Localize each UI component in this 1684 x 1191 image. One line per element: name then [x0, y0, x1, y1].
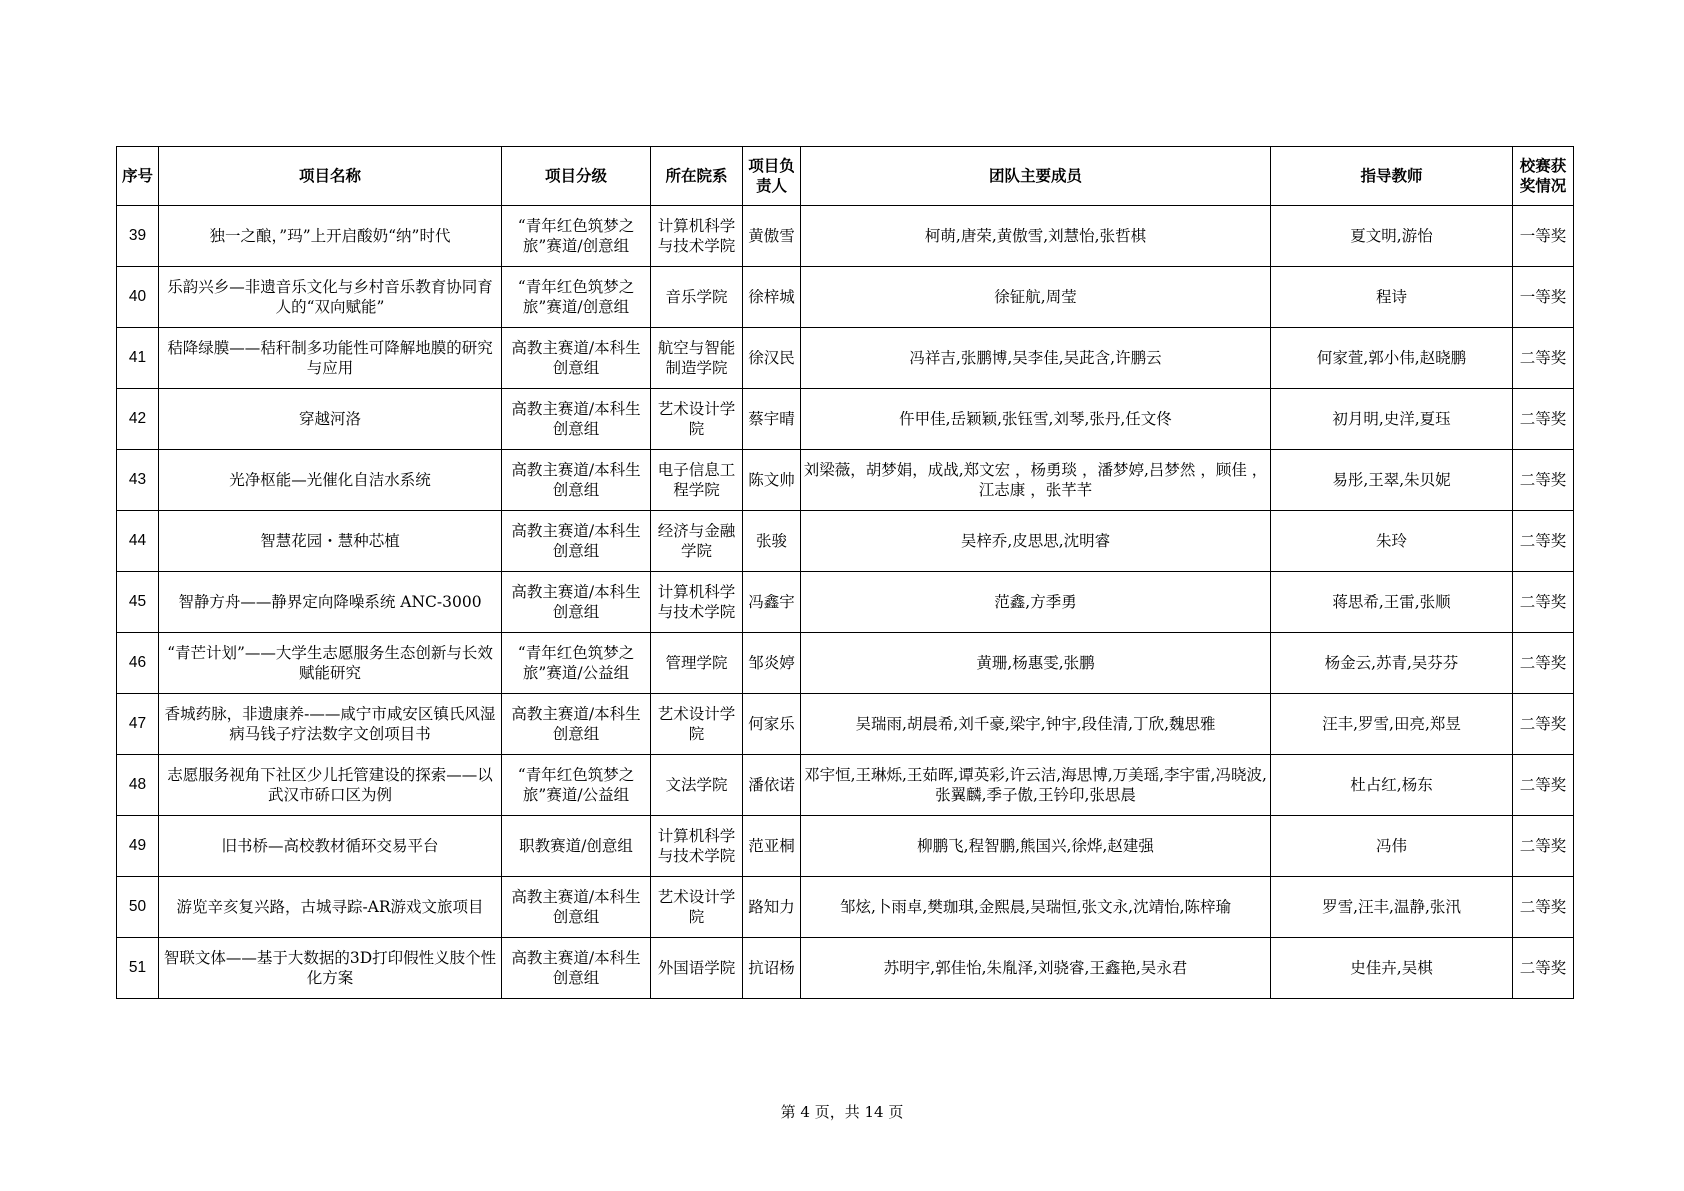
cell-college: 管理学院: [651, 633, 743, 694]
table-row: [117, 633, 1574, 694]
cell-advisors: 杨金云,苏青,吴芬芬: [1271, 633, 1513, 694]
cell-award: 一等奖: [1513, 267, 1574, 328]
table-row: [117, 572, 1574, 633]
cell-leader: 蔡宇晴: [743, 389, 801, 450]
cell-award: 二等奖: [1513, 450, 1574, 511]
cell-award: 二等奖: [1513, 938, 1574, 999]
cell-award: 一等奖: [1513, 206, 1574, 267]
table-row: [117, 694, 1574, 755]
cell-category: 高教主赛道/本科生创意组: [502, 877, 651, 938]
cell-members: 邹炫,卜雨卓,樊珈琪,金熙晨,吴瑞恒,张文永,沈靖怡,陈梓瑜: [801, 877, 1271, 938]
cell-category: 高教主赛道/本科生创意组: [502, 389, 651, 450]
header-row: [117, 147, 1574, 206]
cell-leader: 邹炎婷: [743, 633, 801, 694]
cell-award: 二等奖: [1513, 694, 1574, 755]
cell-college: 艺术设计学院: [651, 694, 743, 755]
cell-college: 航空与智能制造学院: [651, 328, 743, 389]
cell-category: 高教主赛道/本科生创意组: [502, 450, 651, 511]
cell-seq: 40: [117, 267, 159, 328]
cell-college: 文法学院: [651, 755, 743, 816]
cell-award: 二等奖: [1513, 572, 1574, 633]
cell-leader: 潘依诺: [743, 755, 801, 816]
cell-members: 徐钲航,周莹: [801, 267, 1271, 328]
cell-members: 黄珊,杨惠雯,张鹏: [801, 633, 1271, 694]
cell-members: 柯萌,唐荣,黄傲雪,刘慧怡,张哲棋: [801, 206, 1271, 267]
cell-project-name: 智联文体——基于大数据的3D打印假性义肢个性化方案: [159, 938, 502, 999]
award-table: [116, 146, 1574, 999]
cell-award: 二等奖: [1513, 389, 1574, 450]
cell-members: 冯祥吉,张鹏博,吴李佳,吴茈含,许鹏云: [801, 328, 1271, 389]
cell-advisors: 初月明,史洋,夏珏: [1271, 389, 1513, 450]
cell-seq: 46: [117, 633, 159, 694]
cell-award: 二等奖: [1513, 755, 1574, 816]
cell-project-name: 秸降绿膜——秸秆制多功能性可降解地膜的研究与应用: [159, 328, 502, 389]
cell-leader: 范亚桐: [743, 816, 801, 877]
cell-advisors: 何家萱,郭小伟,赵晓鹏: [1271, 328, 1513, 389]
cell-seq: 42: [117, 389, 159, 450]
table-row: [117, 938, 1574, 999]
cell-advisors: 汪丰,罗雪,田亮,郑昱: [1271, 694, 1513, 755]
cell-project-name: 智慧花园・慧种芯植: [159, 511, 502, 572]
cell-leader: 冯鑫宇: [743, 572, 801, 633]
cell-advisors: 易彤,王翠,朱贝妮: [1271, 450, 1513, 511]
header-project-name: 项目名称: [159, 147, 502, 206]
cell-project-name: 光净枢能—光催化自洁水系统: [159, 450, 502, 511]
cell-seq: 47: [117, 694, 159, 755]
cell-advisors: 冯伟: [1271, 816, 1513, 877]
cell-leader: 路知力: [743, 877, 801, 938]
table-row: [117, 755, 1574, 816]
cell-advisors: 夏文明,游怡: [1271, 206, 1513, 267]
header-college: 所在院系: [651, 147, 743, 206]
cell-members: 仵甲佳,岳颖颖,张钰雪,刘琴,张丹,任文佟: [801, 389, 1271, 450]
cell-advisors: 史佳卉,吴棋: [1271, 938, 1513, 999]
cell-project-name: 志愿服务视角下社区少儿托管建设的探索——以武汉市硚口区为例: [159, 755, 502, 816]
cell-college: 艺术设计学院: [651, 877, 743, 938]
cell-category: “青年红色筑梦之旅”赛道/创意组: [502, 267, 651, 328]
cell-project-name: 香城药脉，非遗康养-——咸宁市咸安区镇氏风湿病马钱子疗法数字文创项目书: [159, 694, 502, 755]
cell-leader: 何家乐: [743, 694, 801, 755]
cell-category: “青年红色筑梦之旅”赛道/创意组: [502, 206, 651, 267]
cell-college: 经济与金融学院: [651, 511, 743, 572]
cell-advisors: 罗雪,汪丰,温静,张汛: [1271, 877, 1513, 938]
header-advisors: 指导教师: [1271, 147, 1513, 206]
cell-project-name: 乐韵兴乡—非遗音乐文化与乡村音乐教育协同育人的“双向赋能”: [159, 267, 502, 328]
cell-leader: 抗诏杨: [743, 938, 801, 999]
cell-college: 计算机科学与技术学院: [651, 816, 743, 877]
cell-advisors: 蒋思希,王雷,张顺: [1271, 572, 1513, 633]
cell-project-name: 游览辛亥复兴路，古城寻踪-AR游戏文旅项目: [159, 877, 502, 938]
cell-category: “青年红色筑梦之旅”赛道/公益组: [502, 755, 651, 816]
cell-category: 高教主赛道/本科生创意组: [502, 572, 651, 633]
table-row: [117, 816, 1574, 877]
cell-project-name: “青芒计划”——大学生志愿服务生态创新与长效赋能研究: [159, 633, 502, 694]
cell-seq: 44: [117, 511, 159, 572]
cell-leader: 黄傲雪: [743, 206, 801, 267]
cell-seq: 51: [117, 938, 159, 999]
header-seq: 序号: [117, 147, 159, 206]
cell-college: 计算机科学与技术学院: [651, 206, 743, 267]
cell-college: 音乐学院: [651, 267, 743, 328]
table-header: [117, 147, 1574, 206]
table-row: [117, 389, 1574, 450]
cell-project-name: 旧书桥—高校教材循环交易平台: [159, 816, 502, 877]
cell-seq: 48: [117, 755, 159, 816]
cell-category: 高教主赛道/本科生创意组: [502, 511, 651, 572]
cell-seq: 49: [117, 816, 159, 877]
cell-college: 计算机科学与技术学院: [651, 572, 743, 633]
cell-leader: 陈文帅: [743, 450, 801, 511]
cell-seq: 39: [117, 206, 159, 267]
cell-members: 邓宇恒,王琳烁,王茹晖,谭英彩,许云洁,海思博,万美瑶,李宇雷,冯晓波,张翼麟,季子傲,王钤印,张思晨: [801, 755, 1271, 816]
cell-leader: 徐梓城: [743, 267, 801, 328]
cell-award: 二等奖: [1513, 816, 1574, 877]
table-body: [117, 206, 1574, 999]
cell-members: 柳鹏飞,程智鹏,熊国兴,徐烨,赵建强: [801, 816, 1271, 877]
cell-award: 二等奖: [1513, 328, 1574, 389]
table-row: [117, 206, 1574, 267]
cell-college: 电子信息工程学院: [651, 450, 743, 511]
cell-category: 职教赛道/创意组: [502, 816, 651, 877]
cell-members: 吴梓乔,皮思思,沈明睿: [801, 511, 1271, 572]
table-row: [117, 328, 1574, 389]
header-members: 团队主要成员: [801, 147, 1271, 206]
page-footer: 第 4 页，共 14 页: [780, 1103, 904, 1121]
cell-advisors: 朱玲: [1271, 511, 1513, 572]
cell-category: 高教主赛道/本科生创意组: [502, 938, 651, 999]
cell-advisors: 程诗: [1271, 267, 1513, 328]
cell-category: “青年红色筑梦之旅”赛道/公益组: [502, 633, 651, 694]
cell-seq: 50: [117, 877, 159, 938]
cell-award: 二等奖: [1513, 511, 1574, 572]
cell-seq: 41: [117, 328, 159, 389]
cell-category: 高教主赛道/本科生创意组: [502, 694, 651, 755]
cell-project-name: 智静方舟——静界定向降噪系统 ANC-3000: [159, 572, 502, 633]
cell-seq: 45: [117, 572, 159, 633]
table-row: [117, 267, 1574, 328]
cell-project-name: 独一之酿，”玛”上开启酸奶“纳”时代: [159, 206, 502, 267]
cell-members: 刘梁薇，胡梦娟，成战,郑文宏 ，杨勇琰 ，潘梦婷,吕梦然 ，顾佳 ，江志康 ，张芊芊: [801, 450, 1271, 511]
cell-award: 二等奖: [1513, 877, 1574, 938]
table-row: [117, 877, 1574, 938]
cell-college: 艺术设计学院: [651, 389, 743, 450]
cell-category: 高教主赛道/本科生创意组: [502, 328, 651, 389]
cell-award: 二等奖: [1513, 633, 1574, 694]
cell-advisors: 杜占红,杨东: [1271, 755, 1513, 816]
cell-college: 外国语学院: [651, 938, 743, 999]
cell-members: 吴瑞雨,胡晨希,刘千豪,梁宇,钟宇,段佳清,丁欣,魏思雅: [801, 694, 1271, 755]
cell-leader: 张骏: [743, 511, 801, 572]
table-row: [117, 511, 1574, 572]
header-category: 项目分级: [502, 147, 651, 206]
cell-members: 范鑫,方季勇: [801, 572, 1271, 633]
cell-leader: 徐汉民: [743, 328, 801, 389]
table-row: [117, 450, 1574, 511]
cell-seq: 43: [117, 450, 159, 511]
header-leader: 项目负责人: [743, 147, 801, 206]
header-award: 校赛获奖情况: [1513, 147, 1574, 206]
cell-members: 苏明宇,郭佳怡,朱胤泽,刘骁睿,王鑫艳,吴永君: [801, 938, 1271, 999]
cell-project-name: 穿越河洛: [159, 389, 502, 450]
